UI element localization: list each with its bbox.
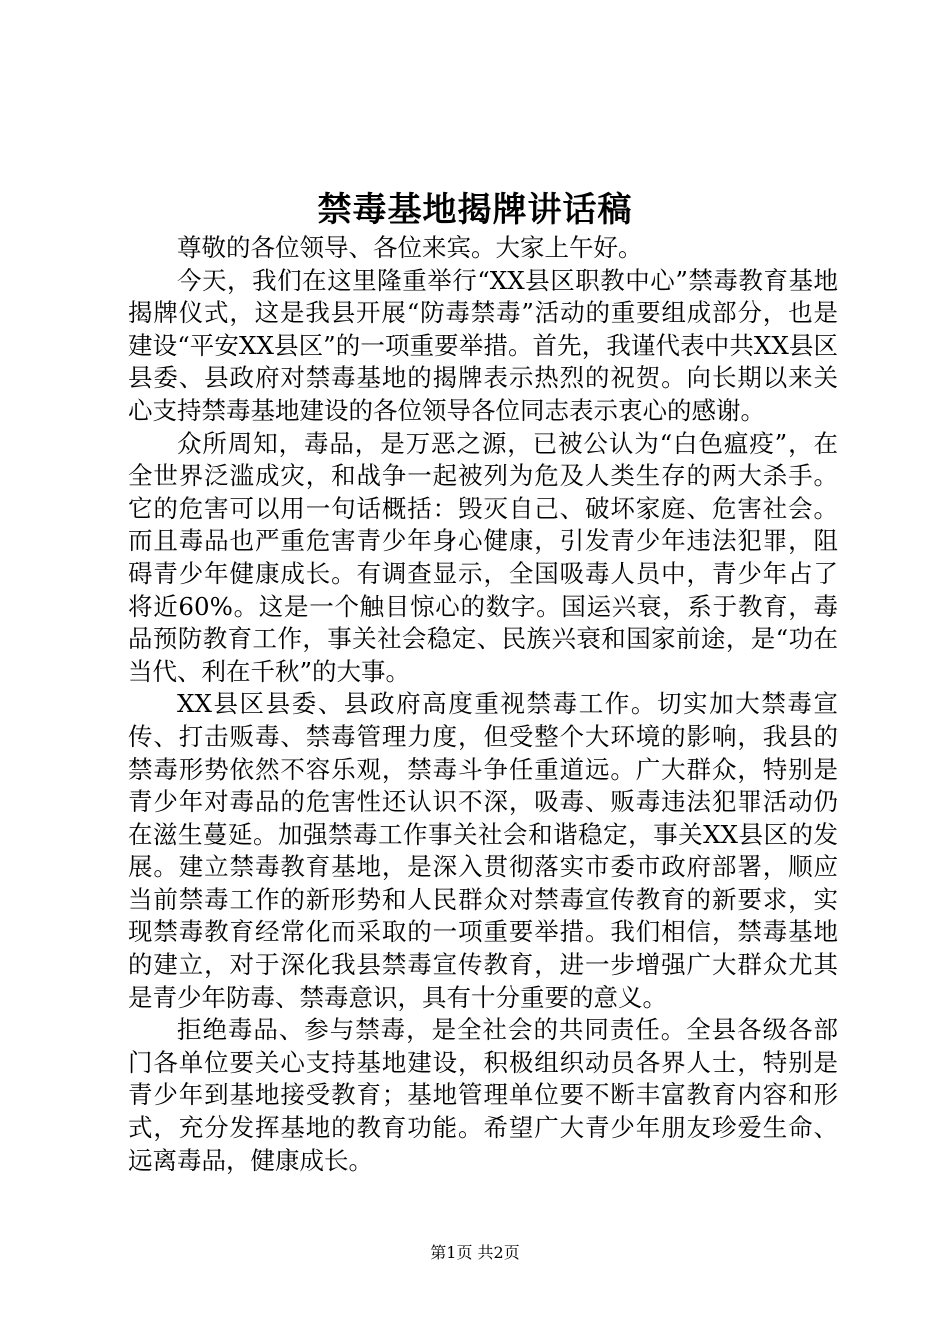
page-number-footer: 第1页 共2页 [430,1243,520,1262]
paragraph-responsibility: 拒绝毒品、参与禁毒，是全社会的共同责任。全县各级各部门各单位要关心支持基地建设，积极组织动员各界人士，特别是青少年到基地接受教育；基地管理单位要不断丰富教育内容和形式，充分发挥基地的教育功能。希望广大青少年朋友珍爱生命、远离毒品，健康成长。 [128,1015,838,1175]
paragraph-drug-harm: 众所周知，毒品，是万恶之源，已被公认为“白色瘟疫”，在全世界泛滥成灾，和战争一起被列为危及人类生存的两大杀手。它的危害可以用一句话概括：毁灭自己、破坏家庭、危害社会。而且毒品也严重危害青少年身心健康，引发青少年违法犯罪，阻碍青少年健康成长。有调查显示，全国吸毒人员中，青少年占了将近60%。这是一个触目惊心的数字。国运兴衰，系于教育，毒品预防教育工作，事关社会稳定、民族兴衰和国家前途，是“功在当代、利在千秋”的大事。 [128,428,838,686]
document-body [128,232,838,1177]
paragraph-county-work: XX县区县委、县政府高度重视禁毒工作。切实加大禁毒宣传、打击贩毒、禁毒管理力度，但受整个大环境的影响，我县的禁毒形势依然不容乐观，禁毒斗争任重道远。广大群众，特别是青少年对毒品的危害性还认识不深，吸毒、贩毒违法犯罪活动仍在滋生蔓延。加强禁毒工作事关社会和谐稳定，事关XX县区的发展。建立禁毒教育基地，是深入贯彻落实市委市政府部署，顺应当前禁毒工作的新形势和人民群众对禁毒宣传教育的新要求，实现禁毒教育经常化而采取的一项重要举措。我们相信，禁毒基地的建立，对于深化我县禁毒宣传教育，进一步增强广大群众尤其是青少年防毒、禁毒意识，具有十分重要的意义。 [128,689,838,1012]
paragraph-greeting: 尊敬的各位领导、各位来宾。大家上午好。 [177,233,643,262]
paragraph-ceremony: 今天，我们在这里隆重举行“XX县区职教中心”禁毒教育基地揭牌仪式，这是我县开展“防毒禁毒”活动的重要组成部分，也是建设“平安XX县区”的一项重要举措。首先，我谨代表中共XX县区县委、县政府对禁毒基地的揭牌表示热烈的祝贺。向长期以来关心支持禁毒基地建设的各位领导各位同志表示衷心的感谢。 [128,265,838,425]
document-title: 禁毒基地揭牌讲话稿 [317,190,633,230]
